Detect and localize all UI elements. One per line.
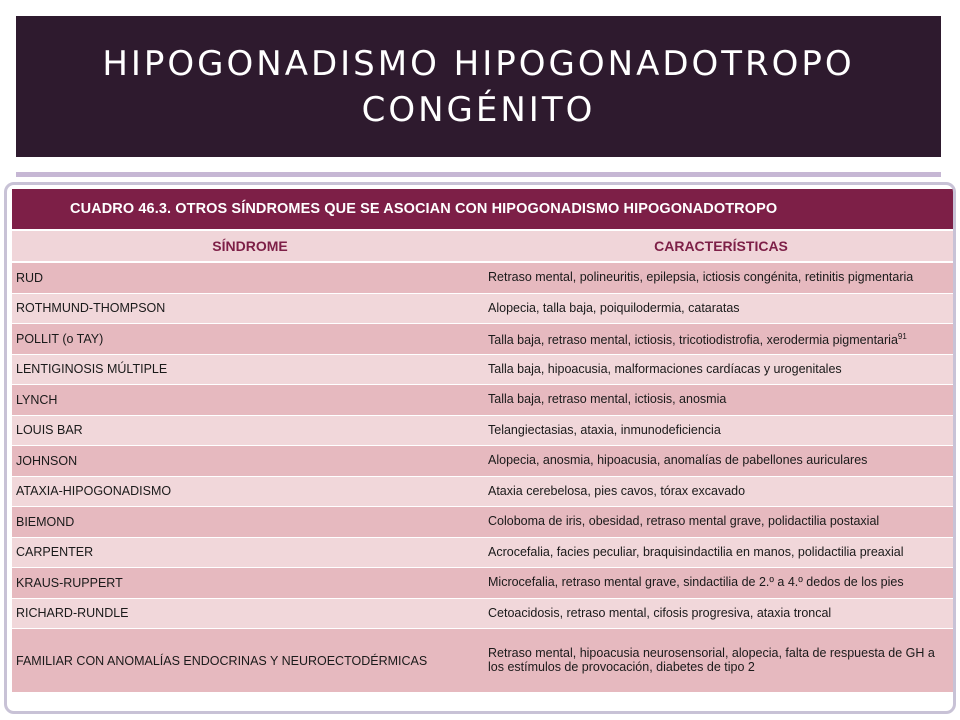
- header-features: CARACTERÍSTICAS: [654, 238, 788, 254]
- cell-features: Talla baja, retraso mental, ictiosis, anosmia: [488, 392, 727, 406]
- cell-syndrome: RICHARD-RUNDLE: [16, 606, 129, 621]
- header-syndrome: SÍNDROME: [212, 238, 288, 254]
- cell-syndrome: JOHNSON: [16, 453, 78, 468]
- cell-syndrome: ATAXIA-HIPOGONADISMO: [16, 484, 172, 499]
- slide-title-line-1: HIPOGONADISMO HIPOGONADOTROPO: [102, 43, 855, 84]
- table-row: [12, 538, 954, 569]
- cell-features-text: Talla baja, retraso mental, ictiosis, tricotiodistrofia, xerodermia pigmentaria: [488, 333, 898, 348]
- table-row: [12, 294, 954, 325]
- table-row: [12, 629, 954, 693]
- table-row: [12, 568, 954, 599]
- cell-features: Ataxia cerebelosa, pies cavos, tórax excavado: [488, 483, 746, 498]
- cell-syndrome: RUD: [16, 270, 44, 285]
- table-header-row: [12, 231, 954, 263]
- cell-features: Acrocefalia, facies peculiar, braquisindactilia en manos, polidactilia preaxial: [488, 544, 904, 559]
- cell-features: Retraso mental, polineuritis, epilepsia, ictiosis congénita, retinitis pigmentaria: [488, 270, 914, 284]
- cell-features: [488, 330, 954, 348]
- cell-syndrome: LENTIGINOSIS MÚLTIPLE: [16, 362, 168, 377]
- slide-title-line-2: CONGÉNITO: [361, 89, 596, 130]
- cell-features: Microcefalia, retraso mental grave, sindactilia de 2.º a 4.º dedos de los pies: [488, 575, 904, 589]
- cell-syndrome: KRAUS-RUPPERT: [16, 575, 123, 590]
- table-row: [12, 324, 954, 355]
- table-row: [12, 416, 954, 447]
- title-divider: [16, 172, 941, 177]
- cell-features: Alopecia, talla baja, poiquilodermia, cataratas: [488, 300, 740, 315]
- table-row: [12, 477, 954, 508]
- cell-syndrome: LOUIS BAR: [16, 423, 83, 438]
- cell-syndrome: POLLIT (o TAY): [16, 331, 104, 346]
- table-row: [12, 599, 954, 630]
- cell-syndrome: LYNCH: [16, 392, 58, 407]
- table-frame: [4, 182, 956, 714]
- cell-features: Talla baja, hipoacusia, malformaciones cardíacas y urogenitales: [488, 361, 842, 376]
- table-row: [12, 355, 954, 386]
- table-row: [12, 385, 954, 416]
- cell-syndrome: BIEMOND: [16, 514, 75, 529]
- table-row: [12, 446, 954, 477]
- table-caption: CUADRO 46.3. OTROS SÍNDROMES QUE SE ASOCIAN CON HIPOGONADISMO HIPOGONADOTROPO: [12, 189, 954, 231]
- cell-features: Coloboma de iris, obesidad, retraso mental grave, polidactilia postaxial: [488, 514, 880, 528]
- cell-syndrome: ROTHMUND-THOMPSON: [16, 301, 166, 316]
- table-row: [12, 263, 954, 294]
- table-row: [12, 507, 954, 538]
- cell-features: Retraso mental, hipoacusia neurosensorial, alopecia, falta de respuesta de GH a los estímulos de provocación, diabetes de tipo 2: [488, 646, 935, 674]
- cell-features: Cetoacidosis, retraso mental, cifosis progresiva, ataxia troncal: [488, 605, 832, 620]
- slide-title-bar: [16, 16, 941, 157]
- cell-syndrome: FAMILIAR CON ANOMALÍAS ENDOCRINAS Y NEUROECTODÉRMICAS: [16, 653, 428, 668]
- cell-syndrome: CARPENTER: [16, 545, 94, 560]
- syndromes-table: [12, 189, 954, 705]
- reference-superscript: 91: [897, 331, 907, 341]
- cell-features: Telangiectasias, ataxia, inmunodeficiencia: [488, 422, 721, 437]
- cell-features: Alopecia, anosmia, hipoacusia, anomalías de pabellones auriculares: [488, 453, 868, 467]
